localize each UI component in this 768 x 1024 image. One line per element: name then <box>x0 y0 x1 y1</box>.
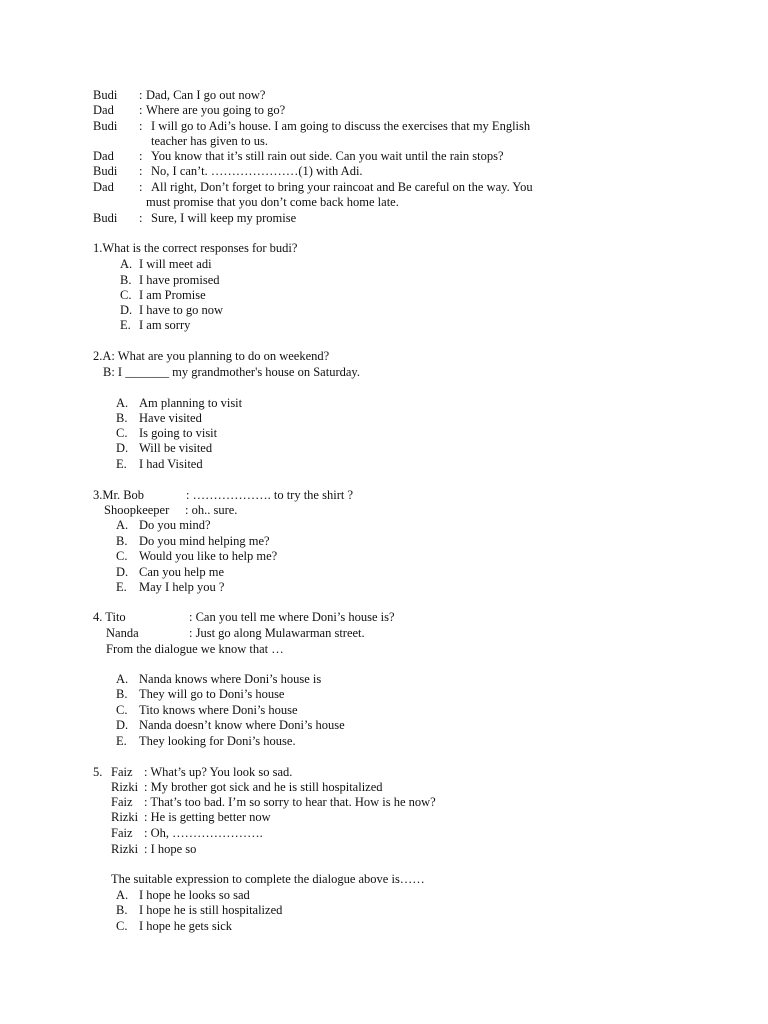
option-letter: E. <box>116 734 127 748</box>
option-letter: B. <box>116 411 128 425</box>
question-speaker: Faiz <box>111 765 133 779</box>
dialogue-line: You know that it’s still rain out side. Can you wait until the rain stops? <box>151 149 504 163</box>
option-letter: D. <box>116 565 129 579</box>
option-letter: B. <box>116 534 128 548</box>
dialogue-line: teacher has given to us. <box>151 134 268 148</box>
option-letter: C. <box>116 919 128 933</box>
question-speaker: 3.Mr. Bob <box>93 488 145 502</box>
question-speaker: Faiz <box>111 826 133 840</box>
dialogue-line: must promise that you don’t come back home late. <box>146 195 399 209</box>
option-text: Nanda knows where Doni’s house is <box>139 672 322 686</box>
option-letter: E. <box>116 580 127 594</box>
dialogue-speaker: Dad <box>93 103 114 117</box>
question-text: : Can you tell me where Doni’s house is? <box>189 610 395 624</box>
option-letter: B. <box>116 687 128 701</box>
dialogue-speaker: Budi <box>93 164 118 178</box>
option-text: Am planning to visit <box>139 396 243 410</box>
option-text: Have visited <box>139 411 202 425</box>
option-letter: B. <box>120 273 132 287</box>
dialogue-colon: : <box>139 103 143 117</box>
question-prompt: The suitable expression to complete the dialogue above is…… <box>111 872 425 886</box>
option-text: Do you mind helping me? <box>139 534 270 548</box>
question-text: : I hope so <box>144 842 197 856</box>
question-speaker: Rizki <box>111 842 139 856</box>
question-text: : What’s up? You look so sad. <box>144 765 293 779</box>
option-letter: C. <box>116 426 128 440</box>
option-letter: C. <box>116 549 128 563</box>
dialogue-line: Dad, Can I go out now? <box>146 88 266 102</box>
dialogue-line: Sure, I will keep my promise <box>151 211 297 225</box>
question-text: : That’s too bad. I’m so sorry to hear that. How is he now? <box>144 795 436 809</box>
question-speaker: Rizki <box>111 780 139 794</box>
option-text: I am sorry <box>139 318 191 332</box>
option-text: They will go to Doni’s house <box>139 687 285 701</box>
option-text: I hope he gets sick <box>139 919 233 933</box>
option-text: I had Visited <box>139 457 203 471</box>
option-letter: A. <box>120 257 133 271</box>
option-text: Tito knows where Doni’s house <box>139 703 298 717</box>
option-letter: D. <box>120 303 133 317</box>
question-speaker: Nanda <box>106 626 139 640</box>
question-text: : ………………. to try the shirt ? <box>186 488 353 502</box>
option-text: I am Promise <box>139 288 206 302</box>
question-text: : My brother got sick and he is still hospitalized <box>144 780 383 794</box>
option-text: I have to go now <box>139 303 224 317</box>
question-speaker: Rizki <box>111 810 139 824</box>
dialogue-colon: : <box>139 119 143 133</box>
option-text: Do you mind? <box>139 518 211 532</box>
dialogue-line: Where are you going to go? <box>146 103 286 117</box>
question-text: : He is getting better now <box>144 810 271 824</box>
option-text: I hope he is still hospitalized <box>139 903 283 917</box>
option-text: Will be visited <box>139 441 213 455</box>
option-text: Is going to visit <box>139 426 218 440</box>
option-text: I hope he looks so sad <box>139 888 250 902</box>
dialogue-colon: : <box>139 164 143 178</box>
dialogue-colon: : <box>139 88 143 102</box>
dialogue-line: All right, Don’t forget to bring your raincoat and Be careful on the way. You <box>151 180 533 194</box>
option-text: Can you help me <box>139 565 225 579</box>
question-speaker: Shoopkeeper <box>104 503 170 517</box>
dialogue-speaker: Budi <box>93 119 118 133</box>
option-text: Would you like to help me? <box>139 549 278 563</box>
option-text: I have promised <box>139 273 220 287</box>
dialogue-speaker: Budi <box>93 211 118 225</box>
option-letter: A. <box>116 518 129 532</box>
dialogue-line: I will go to Adi’s house. I am going to discuss the exercises that my English <box>151 119 531 133</box>
dialogue-colon: : <box>139 180 143 194</box>
option-text: They looking for Doni’s house. <box>139 734 296 748</box>
question-text: 1.What is the correct responses for budi? <box>93 241 298 255</box>
dialogue-speaker: Dad <box>93 180 114 194</box>
question-prompt: From the dialogue we know that … <box>106 642 284 656</box>
option-letter: C. <box>120 288 132 302</box>
question-text: : Oh, …………………. <box>144 826 263 840</box>
dialogue-speaker: Dad <box>93 149 114 163</box>
dialogue-colon: : <box>139 211 143 225</box>
option-letter: E. <box>116 457 127 471</box>
option-letter: A. <box>116 396 129 410</box>
option-letter: A. <box>116 672 129 686</box>
question-text: B: I _______ my grandmother's house on Saturday. <box>103 365 360 379</box>
option-letter: B. <box>116 903 128 917</box>
question-number: 5. <box>93 765 103 779</box>
option-letter: D. <box>116 718 129 732</box>
option-letter: E. <box>120 318 131 332</box>
question-text: : Just go along Mulawarman street. <box>189 626 365 640</box>
option-letter: C. <box>116 703 128 717</box>
option-letter: A. <box>116 888 129 902</box>
question-speaker: Faiz <box>111 795 133 809</box>
question-text: 2.A: What are you planning to do on weekend? <box>93 349 330 363</box>
question-text: : oh.. sure. <box>185 503 238 517</box>
dialogue-colon: : <box>139 149 143 163</box>
option-text: May I help you ? <box>139 580 225 594</box>
dialogue-line: No, I can’t. …………………(1) with Adi. <box>151 164 363 178</box>
option-text: I will meet adi <box>139 257 212 271</box>
dialogue-speaker: Budi <box>93 88 118 102</box>
question-speaker: 4. Tito <box>93 610 126 624</box>
option-text: Nanda doesn’t know where Doni’s house <box>139 718 345 732</box>
option-letter: D. <box>116 441 129 455</box>
